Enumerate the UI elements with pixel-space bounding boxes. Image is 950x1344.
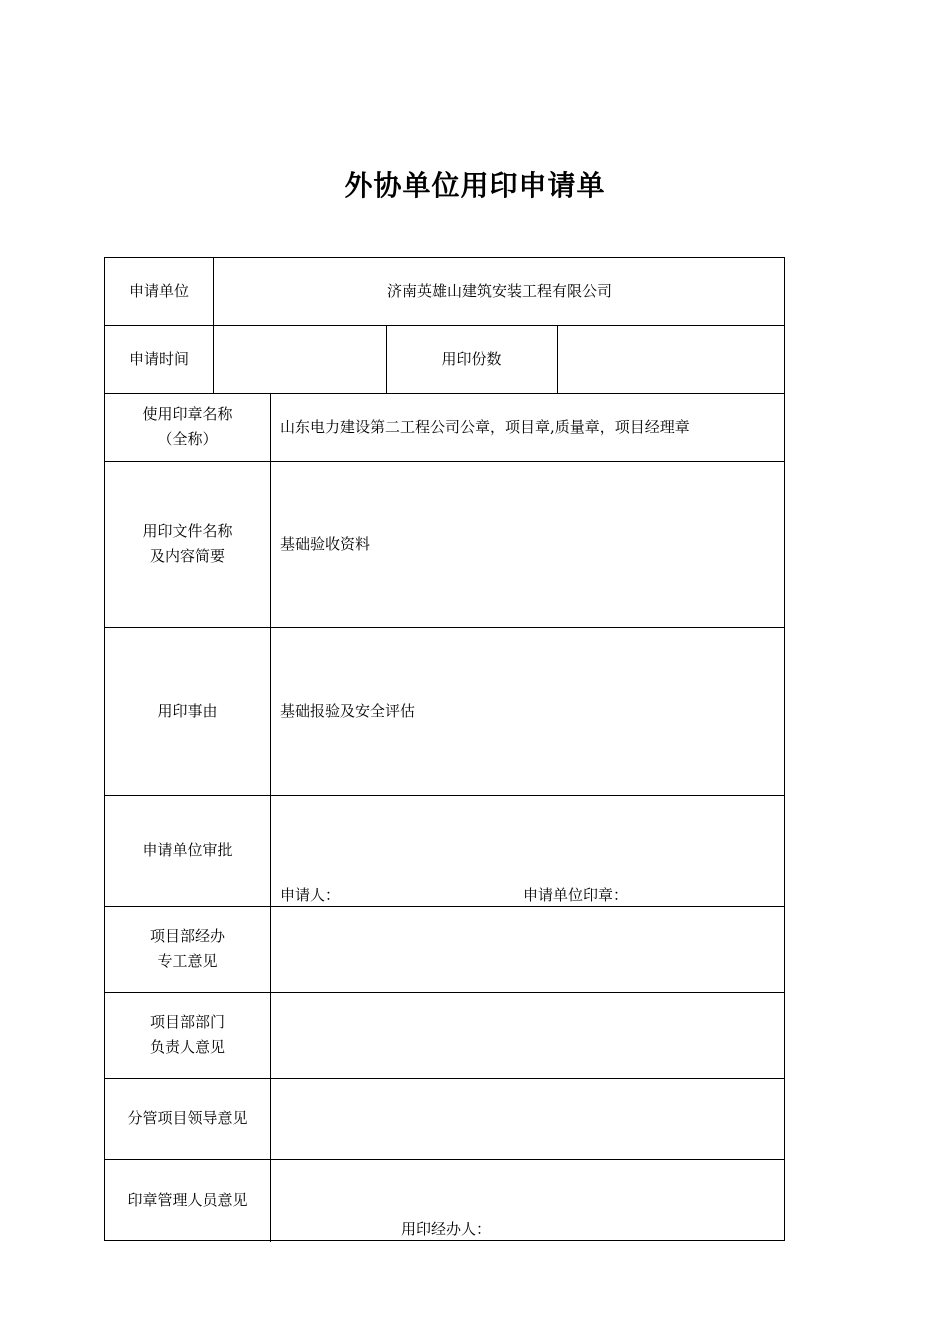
document-label: 用印文件名称 及内容简要 [142, 522, 233, 565]
applicant-unit-label-cell [105, 258, 213, 325]
copies-label-cell [386, 325, 557, 393]
seal-names-value-cell[interactable] [270, 393, 786, 461]
dept-head-opinion-label-cell [105, 992, 270, 1078]
dept-head-opinion-value-cell[interactable] [270, 992, 786, 1078]
reason-label-cell [105, 627, 270, 795]
leader-opinion-label: 分管项目领导意见 [127, 1109, 248, 1127]
unit-seal-label: 申请单位印章： [523, 886, 629, 904]
seal-names-label: 使用印章名称 （全称） [142, 405, 233, 448]
leader-opinion-label-cell [105, 1078, 270, 1159]
page-title: 外协单位用印申请单 [344, 169, 606, 202]
apply-time-label: 申请时间 [128, 349, 189, 368]
reason-value: 基础报验及安全评估 [280, 701, 416, 720]
specialist-opinion-value-cell[interactable] [270, 906, 786, 992]
specialist-opinion-label-cell [105, 906, 270, 992]
unit-approval-label: 申请单位审批 [142, 841, 233, 859]
seal-manager-opinion-label-cell [105, 1159, 270, 1242]
dept-head-opinion-label: 项目部部门 负责人意见 [149, 1013, 225, 1056]
seal-names-value: 山东电力建设第二工程公司公章，项目章,质量章，项目经理章 [280, 417, 690, 436]
applicant-signature-label: 申请人： [280, 886, 341, 904]
reason-label: 用印事由 [157, 701, 218, 720]
application-form [104, 257, 785, 1241]
applicant-unit-value: 济南英雄山建筑安装工程有限公司 [386, 282, 612, 300]
reason-value-cell[interactable] [270, 627, 786, 795]
seal-manager-opinion-value-cell[interactable] [270, 1159, 786, 1242]
document-label-cell [105, 461, 270, 627]
leader-opinion-value-cell[interactable] [270, 1078, 786, 1159]
seal-names-label-cell [105, 393, 270, 461]
applicant-unit-value-cell[interactable] [213, 258, 786, 325]
applicant-unit-label: 申请单位 [128, 282, 189, 300]
apply-time-label-cell [105, 325, 213, 393]
document-value: 基础验收资料 [280, 534, 371, 553]
apply-time-value-cell[interactable] [213, 325, 386, 393]
copies-label: 用印份数 [441, 349, 502, 368]
unit-approval-label-cell [105, 795, 270, 906]
unit-approval-value-cell[interactable] [270, 795, 786, 906]
seal-manager-opinion-label: 印章管理人员意见 [127, 1191, 248, 1209]
copies-value-cell[interactable] [557, 325, 786, 393]
specialist-opinion-label: 项目部经办 专工意见 [149, 927, 225, 970]
seal-handler-label: 用印经办人： [401, 1220, 492, 1238]
document-value-cell[interactable] [270, 461, 786, 627]
